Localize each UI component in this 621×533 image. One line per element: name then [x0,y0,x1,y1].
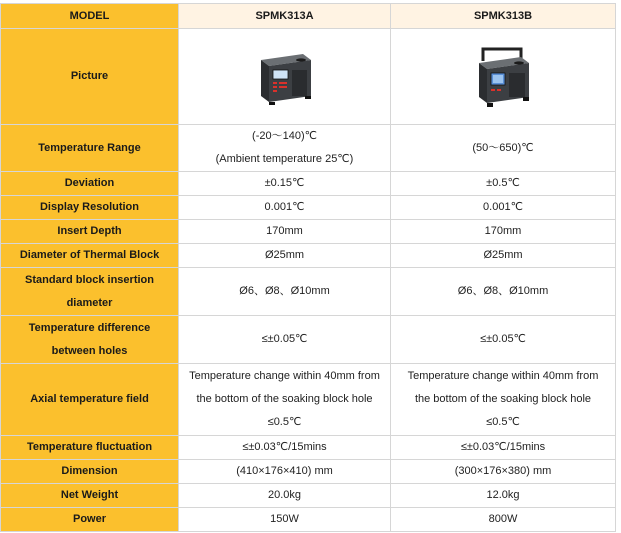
temperature-range-a [179,125,391,172]
insertion-diameter-b: Ø6、Ø8、Ø10mm [391,268,616,316]
axial-field-b [391,364,616,436]
axial-field-label: Axial temperature field [1,364,179,436]
block-diameter-row [1,244,616,268]
picture-cell-b [391,29,616,125]
hole-difference-row [1,316,616,364]
display-resolution-label: Display Resolution [1,196,179,220]
deviation-label: Deviation [1,172,179,196]
display-resolution-b: 0.001℃ [391,196,616,220]
hole-difference-a: ≤±0.05℃ [179,316,391,364]
insertion-diameter-label-line2: diameter [66,296,113,309]
picture-label: Picture [1,29,179,125]
power-row [1,508,616,532]
temperature-range-row [1,125,616,172]
net-weight-a: 20.0kg [179,484,391,508]
dry-block-calibrator-with-handle-image [471,45,535,109]
temperature-range-b: (50～650)℃ [391,125,616,172]
hole-difference-b: ≤±0.05℃ [391,316,616,364]
temperature-range-label: Temperature Range [1,125,179,172]
hole-difference-label-line2: between holes [51,344,128,357]
temperature-range-a-value: (-20～140)℃ [252,130,317,142]
net-weight-b: 12.0kg [391,484,616,508]
display-resolution-row [1,196,616,220]
display-resolution-a: 0.001℃ [179,196,391,220]
spec-table [0,3,616,532]
axial-field-row [1,364,616,436]
deviation-b: ±0.5℃ [391,172,616,196]
insertion-diameter-row [1,268,616,316]
axial-field-b-line3: ≤0.5℃ [486,416,520,428]
fluctuation-row [1,436,616,460]
table-header-row [1,4,616,29]
model-a-name: SPMK313A [179,4,391,29]
power-b: 800W [391,508,616,532]
picture-cell-a [179,29,391,125]
hole-difference-label-line1: Temperature difference [28,321,151,334]
block-diameter-b: Ø25mm [391,244,616,268]
model-b-name: SPMK313B [391,4,616,29]
deviation-row [1,172,616,196]
power-label: Power [1,508,179,532]
dry-block-calibrator-image [255,48,315,106]
deviation-a: ±0.15℃ [179,172,391,196]
insert-depth-b: 170mm [391,220,616,244]
dimension-a: (410×176×410) mm [179,460,391,484]
net-weight-row [1,484,616,508]
fluctuation-b: ≤±0.03℃/15mins [391,436,616,460]
axial-field-a-line1: Temperature change within 40mm from [189,370,380,382]
axial-field-a-line3: ≤0.5℃ [267,416,302,428]
power-a: 150W [179,508,391,532]
insert-depth-label: Insert Depth [1,220,179,244]
insertion-diameter-label [1,268,179,316]
net-weight-label: Net Weight [1,484,179,508]
insert-depth-a: 170mm [179,220,391,244]
axial-field-b-line1: Temperature change within 40mm from [407,370,599,382]
axial-field-b-line2: the bottom of the soaking block hole [414,393,592,405]
model-label: MODEL [1,4,179,29]
axial-field-a-line2: the bottom of the soaking block hole [196,393,373,405]
insertion-diameter-label-line1: Standard block insertion [25,273,154,286]
picture-row [1,29,616,125]
insertion-diameter-a: Ø6、Ø8、Ø10mm [179,268,391,316]
block-diameter-a: Ø25mm [179,244,391,268]
fluctuation-label: Temperature fluctuation [1,436,179,460]
fluctuation-a: ≤±0.03℃/15mins [179,436,391,460]
temperature-range-a-note: (Ambient temperature 25℃) [215,153,354,165]
dimension-label: Dimension [1,460,179,484]
hole-difference-label [1,316,179,364]
insert-depth-row [1,220,616,244]
block-diameter-label: Diameter of Thermal Block [1,244,179,268]
dimension-row [1,460,616,484]
axial-field-a [179,364,391,436]
dimension-b: (300×176×380) mm [391,460,616,484]
